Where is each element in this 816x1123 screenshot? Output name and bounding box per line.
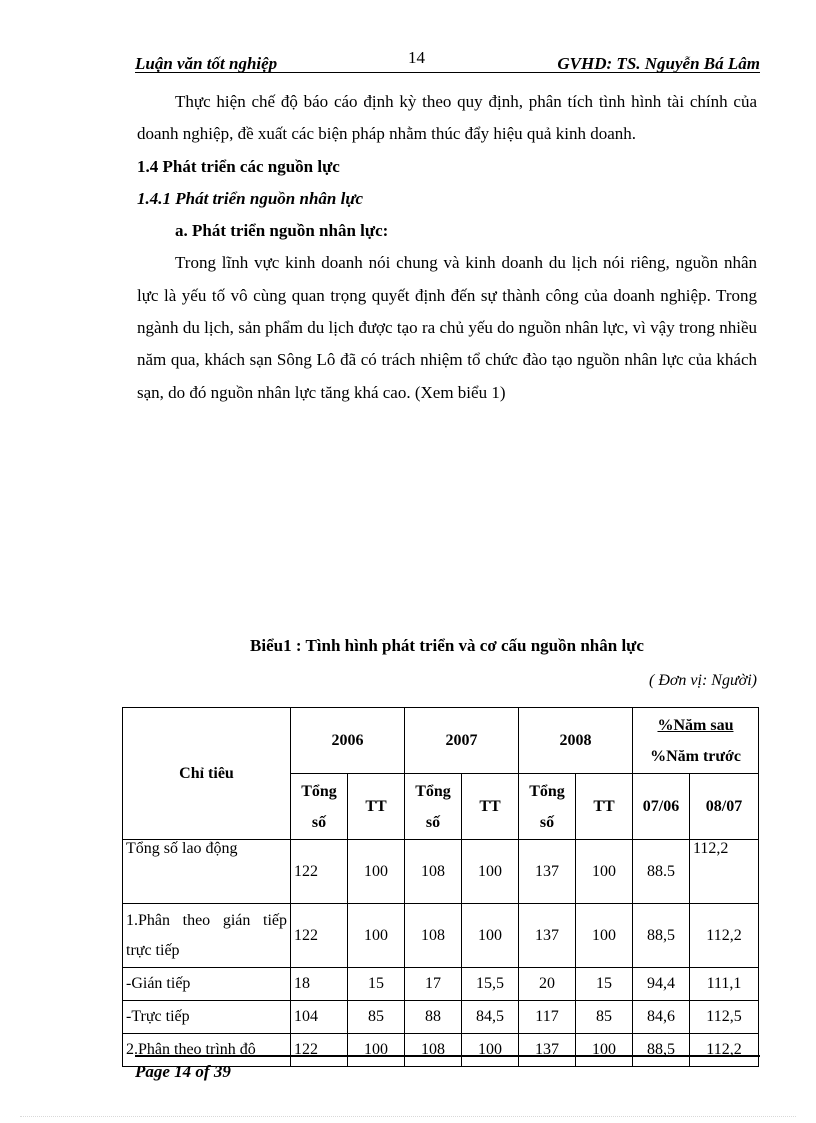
- subheader-tt: TT: [576, 774, 633, 840]
- paragraph-hr: Trong lĩnh vực kinh doanh nói chung và kinh doanh du lịch nói riêng, nguồn nhân lực là yếu tố vô cùng quan trọng quyết định đến sự thành công của doanh nghiệp. Trong ngành du lịch, sản phẩm du lịch được tạo ra chủ yếu do nguồn nhân lực, vì vậy trong nhiều năm qua, khách sạn Sông Lô đã có trách nhiệm tổ chức đào tạo nguồn nhân lực của khách sạn, do đó nguồn nhân lực tăng khá cao. (Xem biểu 1): [137, 253, 757, 402]
- cell-value: 100: [462, 1034, 519, 1067]
- cell-value: 112,2: [690, 840, 759, 904]
- header-ratio-top: %Năm sau: [657, 716, 734, 734]
- row-label: -Trực tiếp: [123, 1001, 291, 1034]
- table-row: [123, 840, 759, 904]
- header-year-2006: 2006: [291, 708, 405, 774]
- cell-value: 85: [576, 1001, 633, 1034]
- cell-value: 15: [576, 968, 633, 1001]
- cell-value: 112,5: [690, 1001, 759, 1034]
- table-unit: ( Đơn vị: Người): [648, 672, 757, 689]
- cell-value: 100: [576, 1034, 633, 1067]
- cell-value: 20: [519, 968, 576, 1001]
- subsection-heading: 1.4.1 Phát triển nguồn nhân lực: [137, 188, 364, 208]
- table-row: [123, 968, 759, 1001]
- header-page-number: 14: [408, 48, 425, 67]
- header-advisor: GVHD: TS. Nguyễn Bá Lâm: [557, 54, 760, 73]
- cell-value: 100: [348, 1034, 405, 1067]
- cell-value: 122: [291, 1034, 348, 1067]
- cell-value: 108: [405, 840, 462, 904]
- cell-value: 17: [405, 968, 462, 1001]
- cell-value: 122: [291, 840, 348, 904]
- cell-value: 137: [519, 840, 576, 904]
- cell-value: 108: [405, 1034, 462, 1067]
- cell-value: 100: [576, 904, 633, 968]
- footer-rule: [135, 1055, 760, 1057]
- subheader-total: Tổng số: [519, 774, 576, 840]
- page-header: [135, 48, 760, 74]
- cell-value: 100: [348, 840, 405, 904]
- header-rule: [135, 72, 760, 73]
- cell-value: 112,2: [690, 1034, 759, 1067]
- subheader-07-06: 07/06: [633, 774, 690, 840]
- cell-value: 88: [405, 1001, 462, 1034]
- page-edge-divider: [20, 1116, 796, 1117]
- document-body: [137, 86, 757, 409]
- cell-value: 137: [519, 1034, 576, 1067]
- cell-value: 88.5: [633, 840, 690, 904]
- subheader-total: Tổng số: [291, 774, 348, 840]
- cell-value: 122: [291, 904, 348, 968]
- subheader-tt: TT: [348, 774, 405, 840]
- header-ratio: [633, 708, 759, 774]
- table-row: [123, 1001, 759, 1034]
- row-label: Tổng số lao động: [123, 840, 291, 904]
- subsubsection-heading: a. Phát triển nguồn nhân lực:: [175, 221, 389, 241]
- header-ratio-bottom: %Năm trước: [650, 747, 741, 765]
- table-row: [123, 904, 759, 968]
- hr-table: [122, 707, 759, 1067]
- cell-value: 88,5: [633, 904, 690, 968]
- page-footer: Page 14 of 39: [135, 1062, 231, 1081]
- table-caption: Biểu1 : Tình hình phát triển và cơ cấu nguồn nhân lực: [250, 636, 644, 655]
- cell-value: 111,1: [690, 968, 759, 1001]
- cell-value: 15,5: [462, 968, 519, 1001]
- cell-value: 112,2: [690, 904, 759, 968]
- paragraph-intro: Thực hiện chế độ báo cáo định kỳ theo quy định, phân tích tình hình tài chính của doanh nghiệp, đề xuất các biện pháp nhằm thúc đẩy hiệu quả kinh doanh.: [137, 92, 757, 144]
- subheader-08-07: 08/07: [690, 774, 759, 840]
- subheader-total: Tổng số: [405, 774, 462, 840]
- header-year-2007: 2007: [405, 708, 519, 774]
- cell-value: 18: [291, 968, 348, 1001]
- cell-value: 94,4: [633, 968, 690, 1001]
- row-label: 2.Phân theo trình độ: [123, 1034, 291, 1067]
- cell-value: 100: [462, 904, 519, 968]
- cell-value: 84,6: [633, 1001, 690, 1034]
- cell-value: 108: [405, 904, 462, 968]
- row-label: 1.Phân theo gián tiếp trực tiếp: [123, 904, 291, 968]
- cell-value: 84,5: [462, 1001, 519, 1034]
- cell-value: 117: [519, 1001, 576, 1034]
- row-label: -Gián tiếp: [123, 968, 291, 1001]
- subheader-tt: TT: [462, 774, 519, 840]
- header-thesis-title: Luận văn tốt nghiệp: [135, 54, 278, 73]
- cell-value: 15: [348, 968, 405, 1001]
- section-heading: 1.4 Phát triển các nguồn lực: [137, 156, 340, 176]
- cell-value: 104: [291, 1001, 348, 1034]
- cell-value: 100: [576, 840, 633, 904]
- cell-value: 88,5: [633, 1034, 690, 1067]
- header-year-2008: 2008: [519, 708, 633, 774]
- table-container: [122, 707, 759, 1058]
- cell-value: 100: [462, 840, 519, 904]
- header-chi-tieu: Chỉ tiêu: [123, 708, 291, 840]
- cell-value: 100: [348, 904, 405, 968]
- cell-value: 85: [348, 1001, 405, 1034]
- cell-value: 137: [519, 904, 576, 968]
